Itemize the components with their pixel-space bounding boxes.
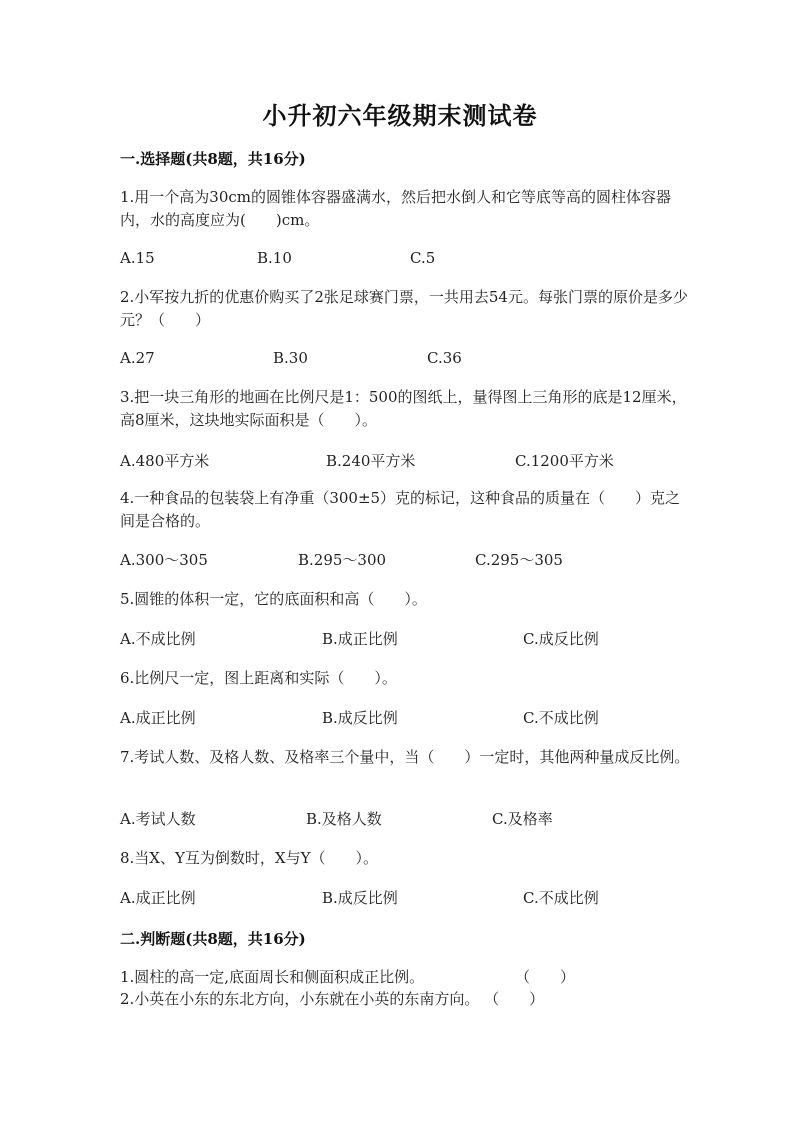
question-5-options <box>120 628 720 650</box>
option-b: B.成反比例 <box>322 889 398 907</box>
option-b: B.10 <box>257 249 292 267</box>
option-a: A.27 <box>120 349 155 367</box>
option-c: C.36 <box>427 349 462 367</box>
option-c: C.不成比例 <box>523 709 599 727</box>
option-b: B.295～300 <box>298 551 387 569</box>
question-6-options <box>120 707 720 729</box>
option-b: B.及格人数 <box>306 810 382 828</box>
answer-bracket: （ ） <box>484 990 545 1008</box>
option-c: C.295～305 <box>475 551 563 569</box>
question-8-stem: 8.当X、Y互为倒数时，X与Y（ ）。 <box>120 849 378 867</box>
question-1-stem: 1.用一个高为30cm的圆锥体容器盛满水，然后把水倒人和它等底等高的圆柱体容器内，水的高度应为( )cm。 <box>120 188 672 229</box>
option-b: B.成反比例 <box>322 709 398 727</box>
question-2-options <box>120 349 720 371</box>
option-a: A.考试人数 <box>120 810 196 828</box>
page-title: 小升初六年级期末测试卷 <box>262 101 538 130</box>
question-2-stem: 2.小军按九折的优惠价购买了2张足球赛门票，一共用去54元。每张门票的原价是多少元？（ ） <box>120 288 688 329</box>
question-6-stem: 6.比例尺一定，图上距离和实际（ ）。 <box>120 669 397 687</box>
option-a: A.480平方米 <box>120 452 210 470</box>
option-a: A.15 <box>120 249 155 267</box>
option-c: C.5 <box>410 249 436 267</box>
judge-item-text: 2.小英在小东的东北方向，小东就在小英的东南方向。 <box>120 990 480 1008</box>
question-3-options <box>120 450 720 472</box>
option-b: B.240平方米 <box>326 452 416 470</box>
option-a: A.成正比例 <box>120 889 196 907</box>
question-3-stem: 3.把一块三角形的地画在比例尺是1：500的图纸上，量得图上三角形的底是12厘米，高8厘米，这块地实际面积是（ ）。 <box>120 388 687 429</box>
option-c: C.不成比例 <box>523 889 599 907</box>
question-8-options <box>120 887 720 909</box>
question-7-stem: 7.考试人数、及格人数、及格率三个量中，当（ ）一定时，其他两种量成反比例。 <box>120 748 690 766</box>
option-c: C.及格率 <box>492 810 553 828</box>
option-b: B.30 <box>273 349 308 367</box>
section-heading-judge: 二.判断题(共8题，共16分) <box>120 930 306 948</box>
answer-bracket: （ ） <box>515 968 576 986</box>
question-7-options <box>120 808 720 830</box>
judge-item-2 <box>120 988 720 1010</box>
question-5-stem: 5.圆锥的体积一定，它的底面积和高（ ）。 <box>120 590 427 608</box>
option-a: A.300～305 <box>120 551 208 569</box>
option-a: A.成正比例 <box>120 709 196 727</box>
option-b: B.成正比例 <box>322 630 398 648</box>
option-c: C.1200平方米 <box>515 452 614 470</box>
question-4-stem: 4.一种食品的包装袋上有净重（300±5）克的标记，这种食品的质量在（ ）克之间是合格的。 <box>120 489 681 530</box>
judge-item-text: 1.圆柱的高一定,底面周长和侧面积成正比例。 <box>120 968 425 986</box>
judge-item-1 <box>120 966 720 988</box>
question-4-options <box>120 549 720 571</box>
section-heading-choice: 一.选择题(共8题，共16分) <box>120 150 306 168</box>
option-c: C.成反比例 <box>523 630 599 648</box>
question-1-options <box>120 249 720 271</box>
option-a: A.不成比例 <box>120 630 196 648</box>
